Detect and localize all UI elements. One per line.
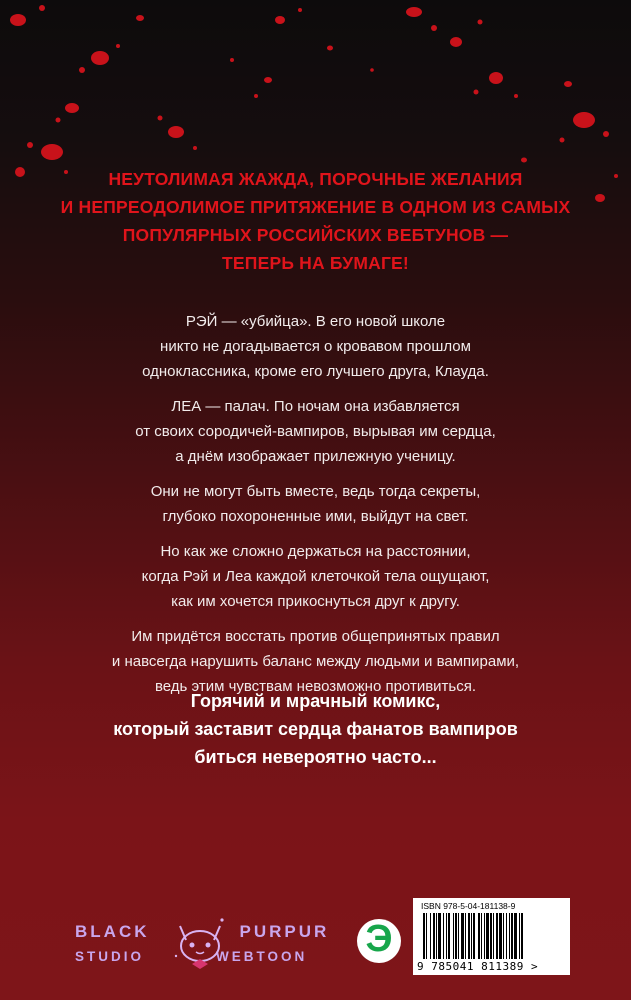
barcode-bar xyxy=(468,913,470,959)
headline-line: ПОПУЛЯРНЫХ РОССИЙСКИХ ВЕБТУНОВ — xyxy=(122,225,509,245)
synopsis-line: Но как же сложно держаться на расстоянии, xyxy=(160,543,471,560)
barcode-bar xyxy=(461,913,464,959)
barcode-bar xyxy=(511,913,513,959)
barcode-bar xyxy=(436,913,437,959)
cat-mascot-icon xyxy=(168,912,232,974)
barcode-bar xyxy=(514,913,517,959)
synopsis-line: одноклассника, кроме его лучшего друга, Клауда. xyxy=(142,363,489,380)
barcode-bar xyxy=(443,913,444,959)
barcode-bar xyxy=(426,913,427,959)
barcode-bar xyxy=(473,913,475,959)
synopsis-line: глубоко похороненные ими, выйдут на свет. xyxy=(162,508,469,525)
headline-line: НЕУТОЛИМАЯ ЖАЖДА, ПОРОЧНЫЕ ЖЕЛАНИЯ xyxy=(108,169,523,189)
barcode-bar xyxy=(521,913,523,959)
barcode-bar xyxy=(448,913,450,959)
barcode-bar xyxy=(519,913,520,959)
barcode-bar xyxy=(493,913,494,959)
synopsis-line: а днём изображает прилежную ученицу. xyxy=(175,448,456,465)
headline-line: И НЕПРЕОДОЛИМОЕ ПРИТЯЖЕНИЕ В ОДНОМ ИЗ САМЫХ xyxy=(60,197,571,217)
tagline-line: биться невероятно часто... xyxy=(194,747,437,767)
headline xyxy=(0,165,631,277)
barcode-bar xyxy=(438,913,441,959)
barcode-bar xyxy=(471,913,472,959)
barcode-bar xyxy=(496,913,498,959)
tagline xyxy=(0,687,631,771)
synopsis-line: и навсегда нарушить баланс между людьми и вампирами, xyxy=(111,653,520,670)
brand-word-black: BLACK xyxy=(75,922,150,941)
barcode-bar xyxy=(453,913,454,959)
synopsis-line: никто не догадывается о кровавом прошлом xyxy=(160,338,471,355)
synopsis-line: когда Рэй и Леа каждой клеточкой тела ощущают, xyxy=(141,568,490,585)
eksmo-logo xyxy=(357,919,401,963)
brand-word-purpur: PURPUR xyxy=(239,922,330,941)
tagline-line: который заставит сердца фанатов вампиров xyxy=(113,719,518,739)
barcode-bar xyxy=(478,913,480,959)
barcode-bars xyxy=(423,913,560,959)
barcode-bar xyxy=(430,913,431,959)
synopsis xyxy=(0,299,631,709)
barcode-bar xyxy=(455,913,457,959)
barcode-bar xyxy=(481,913,482,959)
barcode-bar xyxy=(499,913,502,959)
synopsis-line: ЛЕА — палач. По ночам она избавляется xyxy=(171,398,460,415)
barcode-bar xyxy=(490,913,492,959)
synopsis-line: от своих сородичей-вампиров, вырывая им сердца, xyxy=(135,423,496,440)
barcode-bar xyxy=(433,913,435,959)
barcode-bar xyxy=(509,913,510,959)
brand-word-webtoon: WEBTOON xyxy=(216,949,308,964)
barcode-bar xyxy=(486,913,489,959)
barcode-bar xyxy=(484,913,485,959)
tagline-line: Горячий и мрачный комикс, xyxy=(190,691,441,711)
synopsis-line: Они не могут быть вместе, ведь тогда секреты, xyxy=(150,483,481,500)
barcode-bar xyxy=(506,913,507,959)
barcode-bar xyxy=(465,913,466,959)
headline-line: ТЕПЕРЬ НА БУМАГЕ! xyxy=(222,253,409,273)
barcode-bar xyxy=(503,913,504,959)
barcode-bar xyxy=(423,913,425,959)
isbn-digits: 9 785041 811389 > xyxy=(417,960,539,973)
synopsis-line: ведь этим чувствам невозможно противиться. xyxy=(154,678,477,695)
barcode-bar xyxy=(458,913,459,959)
barcode-bar xyxy=(446,913,447,959)
isbn-label: ISBN 978-5-04-181138-9 xyxy=(421,901,516,911)
synopsis-line: Им придётся восстать против общепринятых правил xyxy=(131,628,500,645)
synopsis-line: как им хочется прикоснуться друг к другу. xyxy=(171,593,460,610)
synopsis-line: РЭЙ — «убийца». В его новой школе xyxy=(185,313,446,330)
isbn-barcode xyxy=(413,898,570,975)
brand-word-studio: STUDIO xyxy=(75,949,145,964)
eksmo-logo-letter: Э xyxy=(365,918,393,960)
